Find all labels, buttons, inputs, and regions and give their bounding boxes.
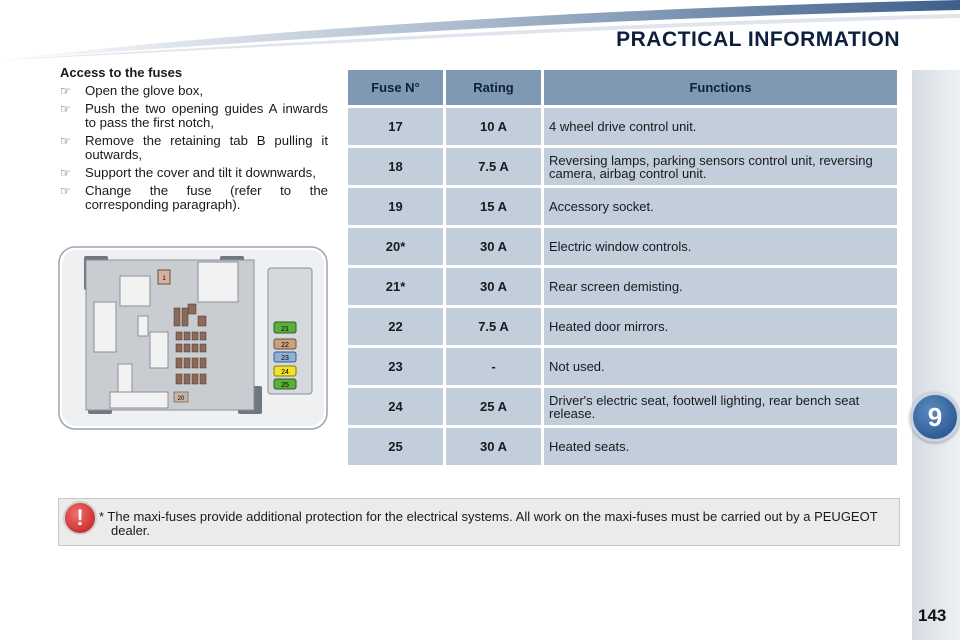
table-row [348, 148, 897, 185]
finger-pointer-icon: ☞ [60, 84, 71, 98]
fuse-number-cell: 21* [348, 268, 443, 305]
step-text: Change the fuse (refer to the corresponding paragraph). [85, 183, 328, 212]
list-item [60, 166, 328, 180]
fuse-number-cell: 23 [348, 348, 443, 385]
function-cell: Accessory socket. [544, 188, 897, 225]
fuse-number-cell: 19 [348, 188, 443, 225]
rating-cell: 7.5 A [446, 148, 541, 185]
fuse-25-label: 25 [281, 382, 289, 389]
header-rating: Rating [446, 70, 541, 105]
rating-cell: 30 A [446, 268, 541, 305]
access-heading: Access to the fuses [60, 65, 183, 80]
warning-exclamation-icon: ! [63, 501, 97, 535]
step-text: Open the glove box, [85, 83, 204, 98]
function-cell: Heated door mirrors. [544, 308, 897, 345]
table-row [348, 228, 897, 265]
rating-cell: - [446, 348, 541, 385]
access-steps [60, 84, 328, 212]
fuse-21-label: 21 [281, 326, 289, 333]
fuse-23-label: 23 [281, 355, 289, 362]
fuse-22-label: 22 [281, 342, 289, 349]
fuse-box-diagram [58, 246, 328, 430]
rating-cell: 30 A [446, 428, 541, 465]
function-cell: Electric window controls. [544, 228, 897, 265]
list-item [60, 134, 328, 162]
step-text: Remove the retaining tab B pulling it outwards, [85, 133, 328, 162]
table-row [348, 188, 897, 225]
fuse-number-cell: 22 [348, 308, 443, 345]
table-row [348, 308, 897, 345]
table-row [348, 268, 897, 305]
fuse-box-drawing [58, 246, 328, 430]
function-cell: Rear screen demisting. [544, 268, 897, 305]
header-fuse-number: Fuse N° [348, 70, 443, 105]
function-cell: Reversing lamps, parking sensors control unit, reversing camera, airbag control unit. [544, 148, 897, 185]
table-row [348, 388, 897, 425]
fuse-number-cell: 18 [348, 148, 443, 185]
step-text: Support the cover and tilt it downwards, [85, 165, 316, 180]
table-row [348, 108, 897, 145]
fuse-number-cell: 25 [348, 428, 443, 465]
page-title: PRACTICAL INFORMATION [616, 28, 900, 51]
fuse-1-label: 1 [162, 276, 166, 282]
finger-pointer-icon: ☞ [60, 102, 71, 116]
fuse-20-label: 20 [177, 396, 185, 402]
rating-cell: 10 A [446, 108, 541, 145]
function-cell: Heated seats. [544, 428, 897, 465]
rating-cell: 7.5 A [446, 308, 541, 345]
header-functions: Functions [544, 70, 897, 105]
fuse-number-cell: 24 [348, 388, 443, 425]
page-number: 143 [918, 606, 947, 625]
finger-pointer-icon: ☞ [60, 184, 71, 198]
list-item [60, 184, 328, 212]
rating-cell: 30 A [446, 228, 541, 265]
chapter-number: 9 [927, 401, 943, 432]
list-item [60, 102, 328, 130]
access-instructions [60, 66, 328, 216]
finger-pointer-icon: ☞ [60, 166, 71, 180]
rating-cell: 15 A [446, 188, 541, 225]
fuse-number-cell: 20* [348, 228, 443, 265]
fuse-24-label: 24 [281, 369, 289, 376]
side-strip [912, 70, 960, 640]
warning-note [58, 498, 900, 546]
table-header-row [348, 70, 897, 105]
rating-cell: 25 A [446, 388, 541, 425]
fuse-number-cell: 17 [348, 108, 443, 145]
function-cell: Driver's electric seat, footwell lighting, rear bench seat release. [544, 388, 897, 425]
chapter-tab[interactable] [910, 392, 960, 442]
finger-pointer-icon: ☞ [60, 134, 71, 148]
table-row [348, 428, 897, 465]
fuse-table [345, 67, 900, 468]
function-cell: Not used. [544, 348, 897, 385]
list-item [60, 84, 328, 98]
warning-note-text: * The maxi-fuses provide additional protection for the electrical systems. All work on the maxi-fuses must be carried out by a PEUGEOT dealer. [99, 509, 878, 538]
table-row [348, 348, 897, 385]
function-cell: 4 wheel drive control unit. [544, 108, 897, 145]
step-text: Push the two opening guides A inwards to pass the first notch, [85, 101, 328, 130]
